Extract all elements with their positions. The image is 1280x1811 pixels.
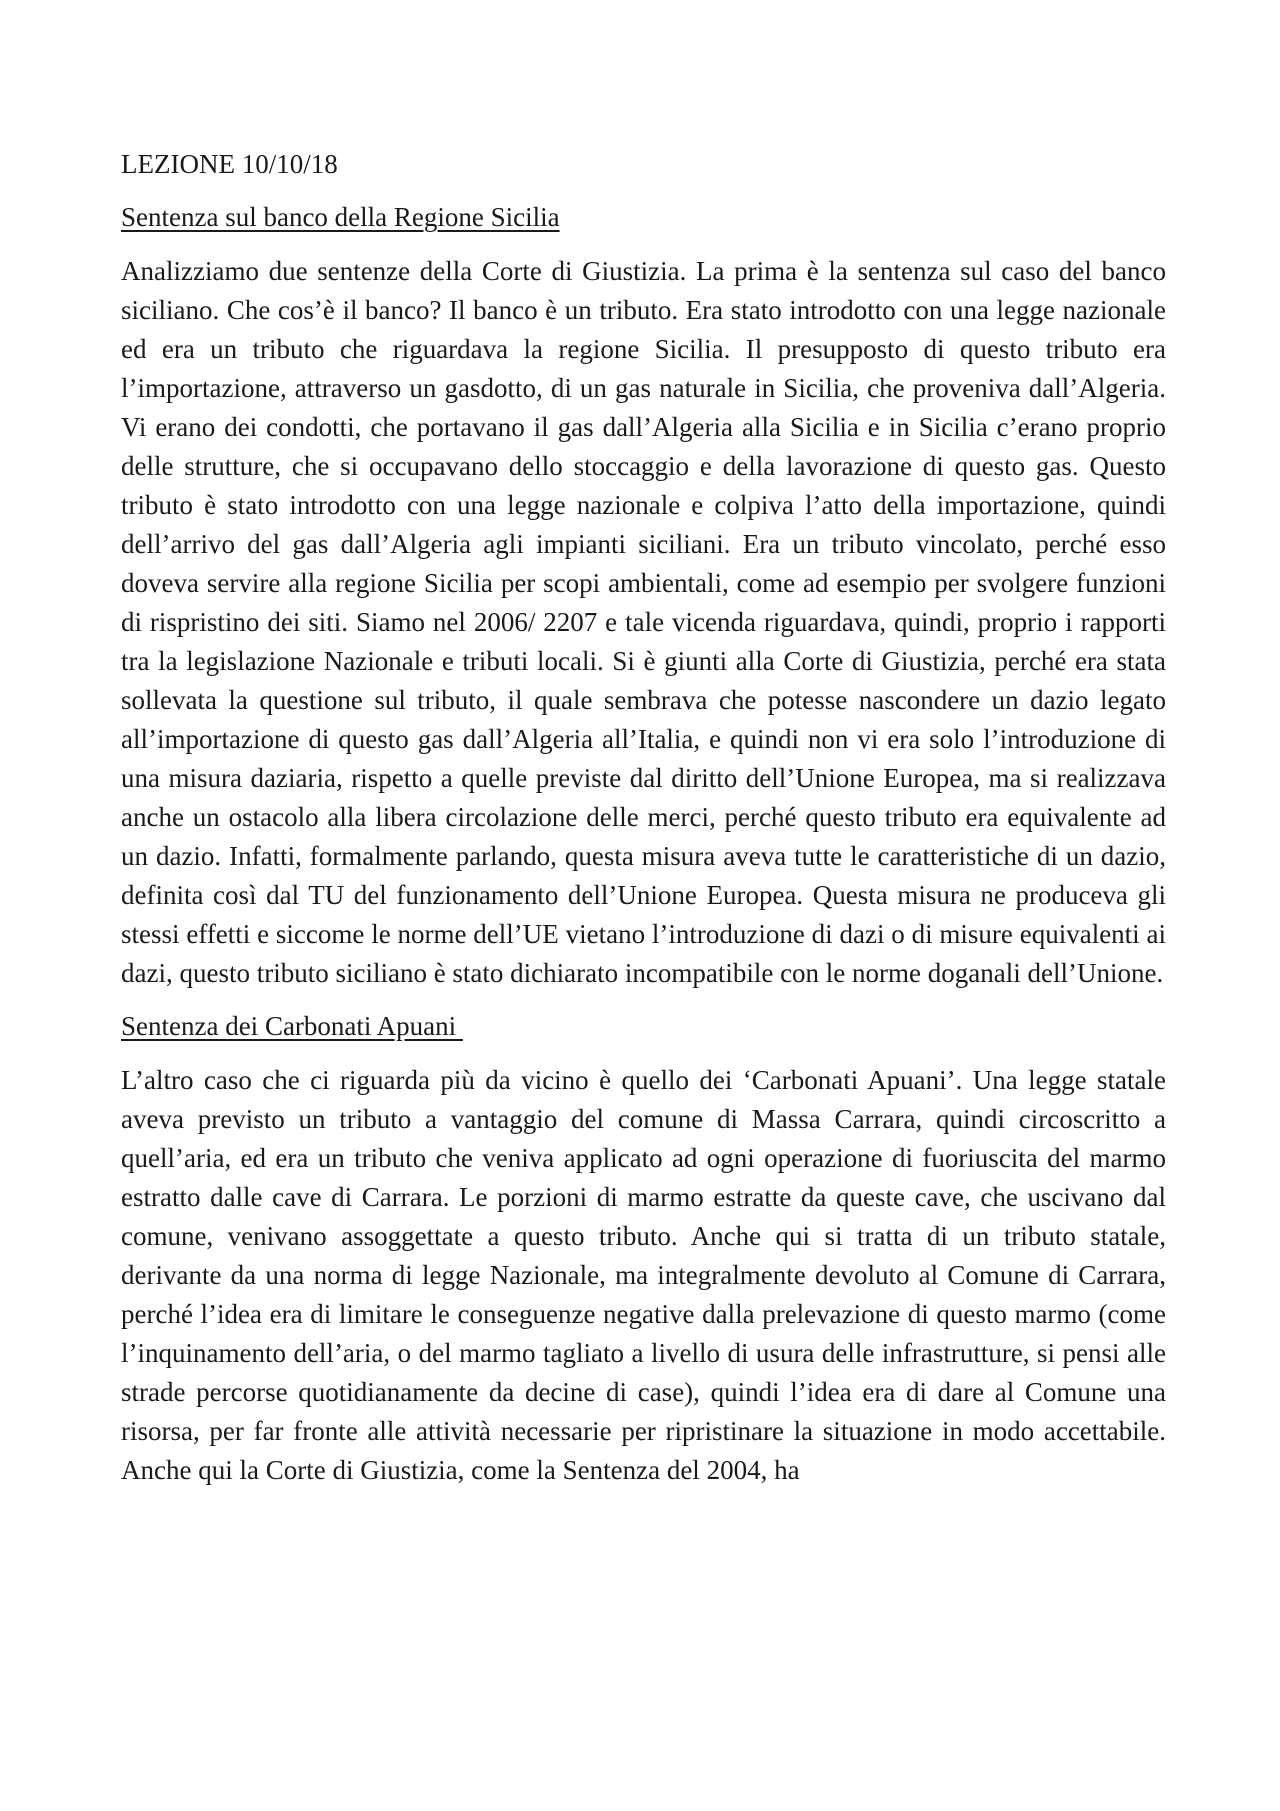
section-heading-carbonati-text: Sentenza dei Carbonati Apuani [121,1011,463,1041]
paragraph-banco: Analizziamo due sentenze della Corte di Giustizia. La prima è la sentenza sul caso del banco siciliano. Che cos’è il banco? Il banco è un tributo. Era stato introdotto con una legge nazionale ed era un tributo che riguardava la regione Sicilia. Il presupposto di questo tributo era l’importazione, attraverso un gasdotto, di un gas naturale in Sicilia, che proveniva dall’Algeria. Vi erano dei condotti, che portavano il gas dall’Algeria alla Sicilia e in Sicilia c’erano proprio delle strutture, che si occupavano dello stoccaggio e della lavorazione di questo gas. Questo tributo è stato introdotto con una legge nazionale e colpiva l’atto della importazione, quindi dell’arrivo del gas dall’Algeria agli impianti siciliani. Era un tributo vincolato, perché esso doveva servire alla regione Sicilia per scopi ambientali, come ad esempio per svolgere funzioni di rispristino dei siti. Siamo nel 2006/ 2207 e tale vicenda riguardava, quindi, proprio i rapporti tra la legislazione Nazionale e tributi locali. Si è giunti alla Corte di Giustizia, perché era stata sollevata la questione sul tributo, il quale sembrava che potesse nascondere un dazio legato all’importazione di questo gas dall’Algeria all’Italia, e quindi non vi era solo l’introduzione di una misura daziaria, rispetto a quelle previste dal diritto dell’Unione Europea, ma si realizzava anche un ostacolo alla libera circolazione delle merci, perché questo tributo era equivalente ad un dazio. Infatti, formalmente parlando, questa misura aveva tutte le caratteristiche di un dazio, definita così dal TU del funzionamento dell’Unione Europea. Questa misura ne produceva gli stessi effetti e siccome le norme dell’UE vietano l’introduzione di dazi o di misure equivalenti ai dazi, questo tributo siciliano è stato dichiarato incompatibile con le norme doganali dell’Unione. [121,256,1166,988]
document-page [121,145,1166,1504]
section-heading-banco-text: Sentenza sul banco della Regione Sicilia [121,202,560,232]
lesson-title: LEZIONE 10/10/18 [121,149,338,179]
paragraph-carbonati: L’altro caso che ci riguarda più da vicino è quello dei ‘Carbonati Apuani’. Una legge statale aveva previsto un tributo a vantaggio del comune di Massa Carrara, quindi circoscritto a quell’aria, ed era un tributo che veniva applicato ad ogni operazione di fuoriuscita del marmo estratto dalle cave di Carrara. Le porzioni di marmo estratte da queste cave, che uscivano dal comune, venivano assoggettate a questo tributo. Anche qui si tratta di un tributo statale, derivante da una norma di legge Nazionale, ma integralmente devoluto al Comune di Carrara, perché l’idea era di limitare le conseguenze negative dalla prelevazione di questo marmo (come l’inquinamento dell’aria, o del marmo tagliato a livello di usura delle infrastrutture, si pensi alle strade percorse quotidianamente da decine di case), quindi l’idea era di dare al Comune una risorsa, per far fronte alle attività necessarie per ripristinare la situazione in modo accettabile. Anche qui la Corte di Giustizia, come la Sentenza del 2004, ha [121,1065,1166,1485]
section-heading-carbonati [121,1007,1166,1046]
section-heading-banco [121,198,1166,237]
